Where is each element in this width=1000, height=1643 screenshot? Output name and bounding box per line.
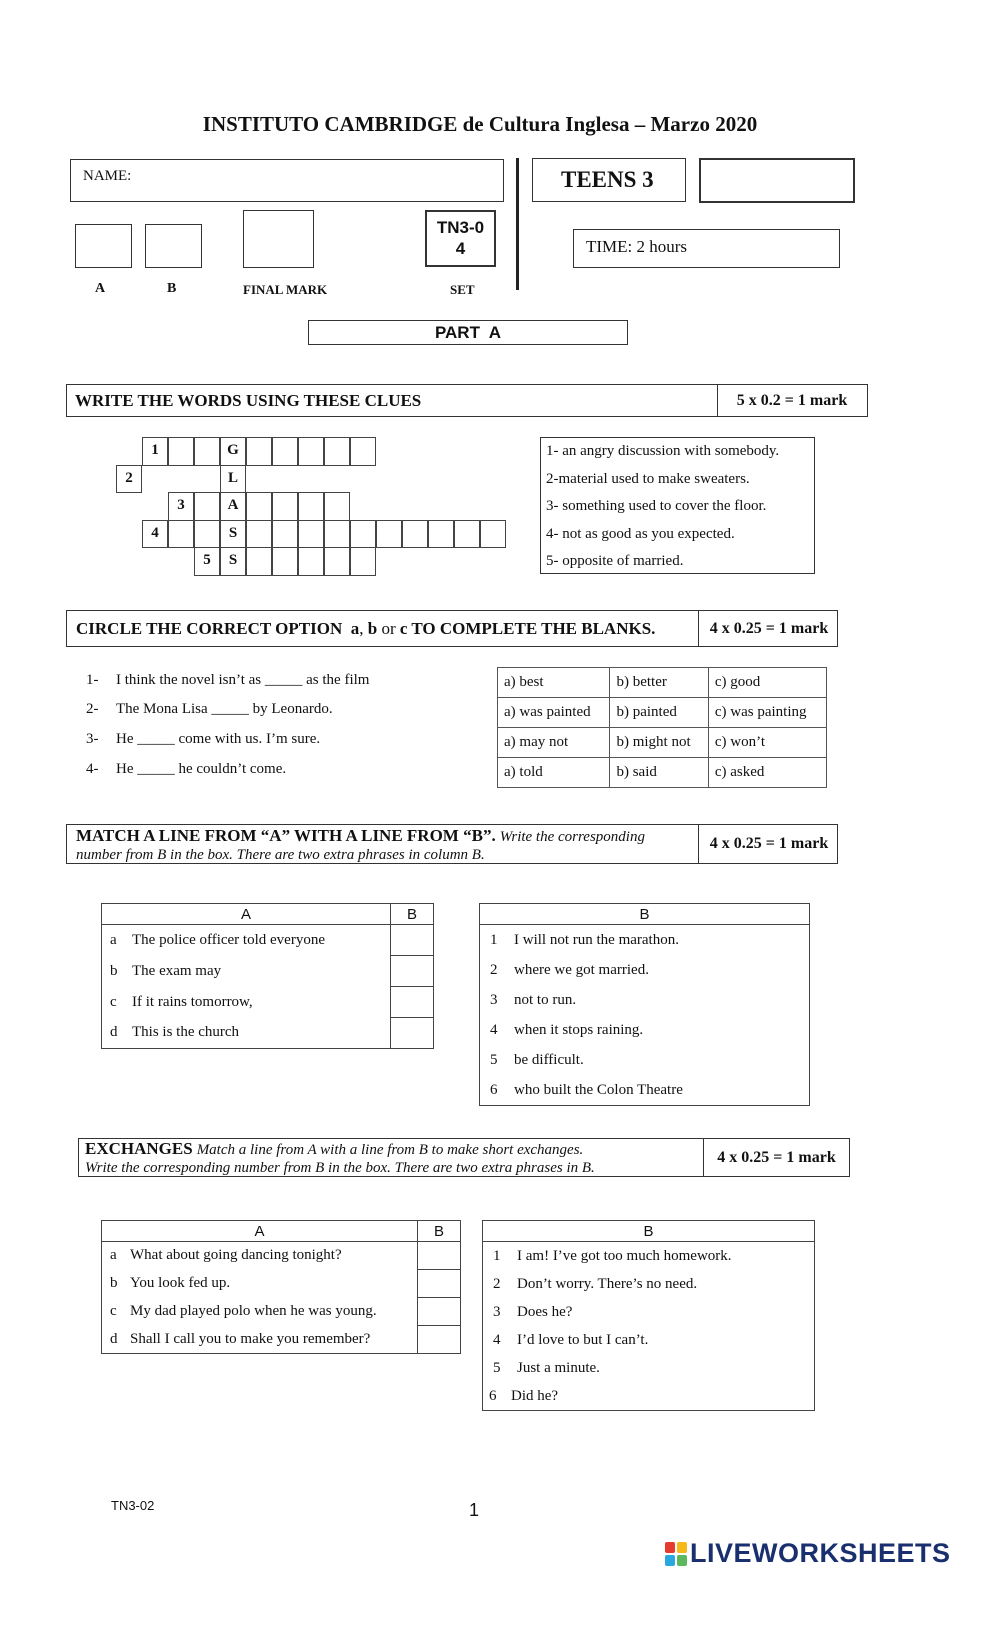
brand-name: LIVEWORKSHEETS <box>690 1538 951 1568</box>
score-a-box[interactable] <box>75 224 132 268</box>
match-item <box>102 987 391 1018</box>
exchange-item <box>102 1270 418 1298</box>
crossword-cell[interactable] <box>454 520 480 549</box>
label-final-mark: FINAL MARK <box>243 282 328 297</box>
match-instruction-italic: Write the corresponding <box>499 829 645 845</box>
item-text: This is the church <box>132 1024 240 1041</box>
item-number: 3 <box>493 1303 501 1320</box>
option[interactable]: a) told <box>498 758 610 788</box>
circle-or: or <box>381 619 396 638</box>
circle-opt-c: c <box>399 619 408 638</box>
item-text: What about going dancing tonight? <box>130 1247 342 1264</box>
answer-box[interactable] <box>391 987 434 1018</box>
crossword-cell[interactable] <box>272 437 298 466</box>
crossword-cell[interactable] <box>350 437 376 466</box>
table-row <box>480 955 810 985</box>
match-header <box>66 824 838 864</box>
item-text: I will not run the marathon. <box>514 931 679 948</box>
match-item <box>102 1018 391 1049</box>
item-number: 5 <box>490 1051 498 1068</box>
name-box[interactable] <box>70 159 504 202</box>
table-row <box>483 1354 815 1382</box>
list-item <box>480 985 810 1015</box>
exchanges-instruction-bold: EXCHANGES <box>85 1139 193 1158</box>
table-row <box>483 1242 815 1271</box>
exchange-item <box>102 1326 418 1354</box>
option[interactable]: c) won’t <box>708 728 826 758</box>
crossword-number-cell: 4 <box>142 520 168 549</box>
option[interactable]: b) might not <box>610 728 708 758</box>
table-row <box>480 1075 810 1106</box>
column-header: B <box>483 1221 815 1242</box>
crossword-number-cell: 1 <box>142 437 168 466</box>
list-item <box>483 1354 815 1382</box>
item-letter: a <box>110 1247 117 1264</box>
column-header: A <box>102 1221 418 1242</box>
set-code: TN3-04 <box>436 218 485 258</box>
list-item <box>480 925 810 956</box>
options-row <box>498 668 827 698</box>
option[interactable]: c) asked <box>708 758 826 788</box>
item-number: 4 <box>490 1021 498 1038</box>
crossword-number-cell: 5 <box>194 547 220 576</box>
column-header: B <box>480 904 810 925</box>
crossword-cell[interactable] <box>298 492 324 521</box>
time-box <box>573 229 840 268</box>
level-label: TEENS 3 <box>561 167 654 192</box>
crossword-cell[interactable] <box>194 520 220 549</box>
crossword-cell[interactable] <box>272 520 298 549</box>
exchanges-table-b <box>482 1220 815 1411</box>
list-item <box>480 1045 810 1075</box>
item-number: 6 <box>489 1387 497 1404</box>
crossword-number-cell: 3 <box>168 492 194 521</box>
column-header: B <box>418 1221 461 1242</box>
item-number: 2 <box>493 1275 501 1292</box>
circle-opt-b: b <box>367 619 378 638</box>
match-item <box>102 925 391 956</box>
circle-header <box>66 610 838 647</box>
option[interactable]: a) best <box>498 668 610 698</box>
vertical-divider <box>516 158 519 290</box>
item-text: where we got married. <box>514 961 649 978</box>
item-text: The exam may <box>132 962 222 979</box>
circle-comma: , <box>359 619 364 638</box>
item-number: 6 <box>490 1081 498 1098</box>
table-row <box>480 925 810 956</box>
part-label-text: PART A <box>434 323 502 342</box>
options-row <box>498 698 827 728</box>
table-row <box>483 1298 815 1326</box>
option[interactable]: a) may not <box>498 728 610 758</box>
crossword-cell[interactable] <box>246 547 272 576</box>
item-number: 4 <box>493 1331 501 1348</box>
question-1 <box>86 672 369 689</box>
crossword-cell[interactable] <box>324 520 350 549</box>
option[interactable]: c) was painting <box>708 698 826 728</box>
exchanges-header <box>78 1138 850 1177</box>
label-b: B <box>167 281 177 296</box>
match-table-a <box>101 903 434 1049</box>
footer-code: TN3-02 <box>111 1498 155 1513</box>
question-4 <box>86 761 286 778</box>
item-number: 1 <box>490 931 498 948</box>
option[interactable]: b) painted <box>610 698 708 728</box>
item-letter: c <box>110 993 117 1010</box>
crossword-cell[interactable] <box>246 520 272 549</box>
crossword-cell[interactable] <box>246 492 272 521</box>
item-number: 2 <box>490 961 498 978</box>
column-header: A <box>102 904 391 925</box>
question-2 <box>86 701 333 718</box>
match-instruction-bold: MATCH A LINE FROM “A” WITH A LINE FROM “B”. <box>76 826 496 845</box>
clue: 5- opposite of married. <box>546 553 684 569</box>
time-label: TIME: 2 hours <box>586 237 688 256</box>
circle-instruction-text-2: TO COMPLETE THE BLANKS. <box>411 619 656 638</box>
table-row <box>102 1242 461 1270</box>
question-text: I think the novel isn’t as _____ as the film <box>116 672 370 688</box>
item-text: My dad played polo when he was young. <box>130 1303 377 1319</box>
question-text: He _____ come with us. I’m sure. <box>116 731 321 747</box>
item-number: 5 <box>493 1359 501 1376</box>
crossword-cell[interactable] <box>480 520 506 549</box>
item-text: I am! I’ve got too much homework. <box>517 1247 732 1264</box>
crossword-cell[interactable] <box>168 520 194 549</box>
item-letter: c <box>110 1303 117 1319</box>
item-text: Does he? <box>517 1303 573 1320</box>
list-item <box>483 1298 815 1326</box>
options-row <box>498 758 827 788</box>
page-number: 1 <box>469 1500 480 1520</box>
crossword-cell[interactable] <box>298 547 324 576</box>
table-row <box>102 925 434 956</box>
crossword-cell[interactable] <box>298 520 324 549</box>
table-row <box>102 1298 461 1326</box>
item-number: 3 <box>490 991 498 1008</box>
item-letter: b <box>110 1275 118 1291</box>
answer-box[interactable] <box>391 1018 434 1049</box>
name-label: NAME: <box>83 168 132 184</box>
match-instruction <box>76 827 696 864</box>
crossword-cell[interactable] <box>324 437 350 466</box>
item-text: Just a minute. <box>517 1359 600 1376</box>
question-number: 4- <box>86 761 99 777</box>
crossword-cell[interactable] <box>324 492 350 521</box>
answer-box[interactable] <box>418 1242 461 1270</box>
crossword-clues <box>540 437 815 574</box>
answer-box[interactable] <box>418 1270 461 1298</box>
crossword-cell[interactable] <box>194 437 220 466</box>
list-item <box>483 1242 815 1271</box>
crossword-cell[interactable] <box>168 437 194 466</box>
table-row <box>102 956 434 987</box>
list-item <box>483 1382 815 1411</box>
exchanges-instruction-italic: Match a line from A with a line from B to make short exchanges. <box>196 1142 584 1158</box>
final-mark-box[interactable] <box>243 210 314 268</box>
crossword-key-letter: S <box>220 547 246 576</box>
question-text: The Mona Lisa _____ by Leonardo. <box>116 701 333 717</box>
exchange-item <box>102 1242 418 1270</box>
item-text: I’d love to but I can’t. <box>517 1331 649 1348</box>
clue: 1- an angry discussion with somebody. <box>546 443 780 459</box>
crossword-cell[interactable] <box>272 547 298 576</box>
crossword-cell[interactable] <box>246 437 272 466</box>
crossword-cell[interactable] <box>350 520 376 549</box>
liveworksheets-logo-icon <box>665 1542 687 1566</box>
question-number: 3- <box>86 731 99 747</box>
clue: 3- something used to cover the floor. <box>546 498 767 514</box>
match-marks: 4 x 0.25 = 1 mark <box>709 835 829 852</box>
crossword-cell[interactable] <box>402 520 428 549</box>
crossword-cell[interactable] <box>376 520 402 549</box>
table-row <box>483 1382 815 1411</box>
list-item <box>480 955 810 985</box>
item-letter: a <box>110 931 117 948</box>
set-code-box <box>425 210 496 267</box>
option[interactable]: c) good <box>708 668 826 698</box>
exchanges-instruction <box>85 1140 705 1177</box>
level-mark-box[interactable] <box>699 158 855 203</box>
crossword-cell[interactable] <box>324 547 350 576</box>
item-letter: d <box>110 1330 118 1347</box>
crossword-key-letter: L <box>220 465 246 494</box>
table-row <box>480 985 810 1015</box>
answer-box[interactable] <box>418 1326 461 1354</box>
table-row <box>480 1045 810 1075</box>
question-text: He _____ he couldn’t come. <box>116 761 287 777</box>
item-text: Shall I call you to make you remember? <box>130 1330 371 1347</box>
item-text: Did he? <box>511 1387 559 1404</box>
item-text: The police officer told everyone <box>132 931 325 948</box>
clue: 4- not as good as you expected. <box>546 525 735 542</box>
part-label <box>308 320 628 345</box>
crossword-header <box>66 384 868 417</box>
match-table-b <box>479 903 810 1106</box>
label-a: A <box>95 281 106 296</box>
question-3 <box>86 731 320 748</box>
question-number: 1- <box>86 672 99 688</box>
score-b-box[interactable] <box>145 224 202 268</box>
item-text: when it stops raining. <box>514 1021 644 1038</box>
crossword-key-letter: S <box>220 520 246 549</box>
table-row <box>102 1270 461 1298</box>
circle-instruction <box>76 619 655 639</box>
page-title: INSTITUTO CAMBRIDGE de Cultura Inglesa – Marzo 2020 <box>202 112 758 136</box>
item-text: If it rains tomorrow, <box>132 993 253 1010</box>
crossword-number-cell: 2 <box>116 465 142 494</box>
crossword-cell[interactable] <box>350 547 376 576</box>
table-row <box>102 1326 461 1354</box>
circle-marks: 4 x 0.25 = 1 mark <box>709 620 829 637</box>
item-text: who built the Colon Theatre <box>514 1081 683 1098</box>
option[interactable]: b) said <box>610 758 708 788</box>
match-item <box>102 956 391 987</box>
item-text: You look fed up. <box>130 1275 231 1291</box>
answer-box[interactable] <box>391 925 434 956</box>
crossword-cell[interactable] <box>194 492 220 521</box>
list-item <box>480 1075 810 1106</box>
match-instruction-italic-2: number from B in the box. There are two extra phrases in column B. <box>76 847 485 863</box>
table-row <box>102 987 434 1018</box>
table-row <box>102 1018 434 1049</box>
list-item <box>483 1270 815 1298</box>
crossword-cell[interactable] <box>428 520 454 549</box>
item-letter: b <box>110 962 118 979</box>
crossword-key-letter: G <box>220 437 246 466</box>
options-row <box>498 728 827 758</box>
exchanges-table-a <box>101 1220 461 1354</box>
exchange-item <box>102 1298 418 1326</box>
brand-logo <box>665 1538 951 1569</box>
list-item <box>480 1015 810 1045</box>
item-text: Don’t worry. There’s no need. <box>517 1275 698 1292</box>
crossword-cell[interactable] <box>298 437 324 466</box>
crossword-marks: 5 x 0.2 = 1 mark <box>736 392 848 409</box>
clue: 2-material used to make sweaters. <box>546 470 750 487</box>
option[interactable]: a) was painted <box>498 698 610 728</box>
exchanges-instruction-italic-2: Write the corresponding number from B in the box. There are two extra phrases in B. <box>85 1160 595 1176</box>
table-row <box>483 1326 815 1354</box>
question-number: 2- <box>86 701 99 717</box>
column-header: B <box>391 904 434 925</box>
options-table <box>497 667 827 788</box>
crossword-key-letter: A <box>220 492 246 521</box>
circle-opt-a: a <box>350 619 360 638</box>
table-row <box>483 1270 815 1298</box>
circle-instruction-text: CIRCLE THE CORRECT OPTION <box>76 619 343 638</box>
item-text: be difficult. <box>514 1051 584 1068</box>
crossword-cell[interactable] <box>272 492 298 521</box>
item-number: 1 <box>493 1247 501 1264</box>
list-item <box>483 1326 815 1354</box>
label-set: SET <box>450 282 475 297</box>
option[interactable]: b) better <box>610 668 708 698</box>
crossword-instruction: WRITE THE WORDS USING THESE CLUES <box>75 391 422 410</box>
table-row <box>480 1015 810 1045</box>
answer-box[interactable] <box>418 1298 461 1326</box>
level-box <box>532 158 686 202</box>
exchanges-marks: 4 x 0.25 = 1 mark <box>717 1149 836 1166</box>
item-text: not to run. <box>514 991 577 1008</box>
answer-box[interactable] <box>391 956 434 987</box>
item-letter: d <box>110 1024 118 1041</box>
